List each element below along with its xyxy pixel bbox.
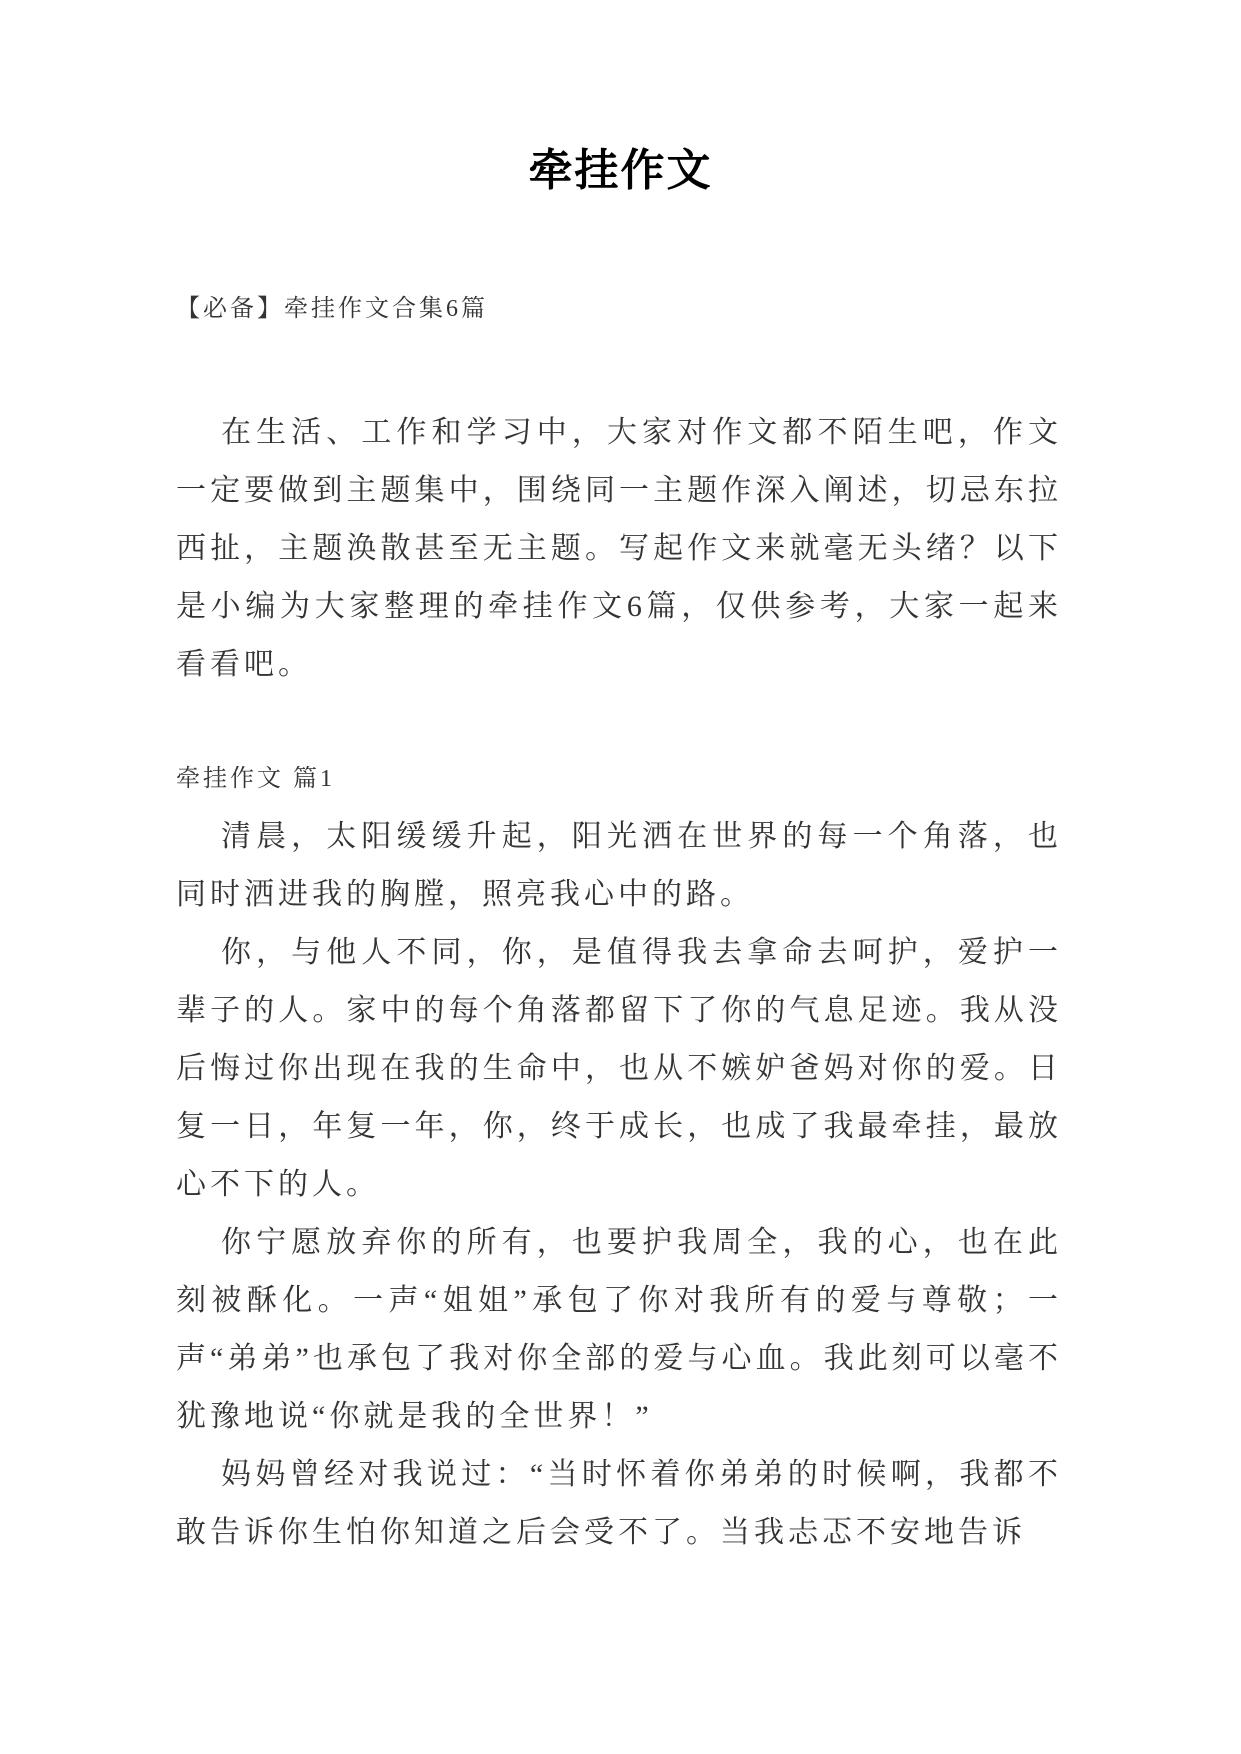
essay-paragraph-2: 你，与他人不同，你，是值得我去拿命去呵护，爱护一辈子的人。家中的每个角落都留下了你的气息足迹。我从没后悔过你出现在我的生命中，也从不嫉妒爸妈对你的爱。日复一日，年复一年，你，终于成长，也成了我最牵挂，最放心不下的人。: [176, 936, 1062, 1201]
essay-paragraph-4: 妈妈曾经对我说过：“当时怀着你弟弟的时候啊，我都不敢告诉你生怕你知道之后会受不了。当我忐忑不安地告诉: [176, 1458, 1062, 1549]
essay-paragraph-3: 你宁愿放弃你的所有，也要护我周全，我的心，也在此刻被酥化。一声“姐姐”承包了你对我所有的爱与尊敬；一声“弟弟”也承包了我对你全部的爱与心血。我此刻可以毫不犹豫地说“你就是我的全世界！”: [176, 1226, 1062, 1433]
section-heading-essay-1: 牵挂作文 篇1: [176, 766, 335, 792]
essay-paragraph-1: 清晨，太阳缓缓升起，阳光洒在世界的每一个角落，也同时洒进我的胸膛，照亮我心中的路。: [176, 820, 1062, 911]
intro-paragraph: 在生活、工作和学习中，大家对作文都不陌生吧，作文一定要做到主题集中，围绕同一主题作深入阐述，切忌东拉西扯，主题涣散甚至无主题。写起作文来就毫无头绪？以下是小编为大家整理的牵挂作文6篇，仅供参考，大家一起来看看吧。: [176, 416, 1062, 681]
document-subtitle: 【必备】牵挂作文合集6篇: [176, 296, 488, 322]
document-title: 牵挂作文: [528, 146, 713, 195]
